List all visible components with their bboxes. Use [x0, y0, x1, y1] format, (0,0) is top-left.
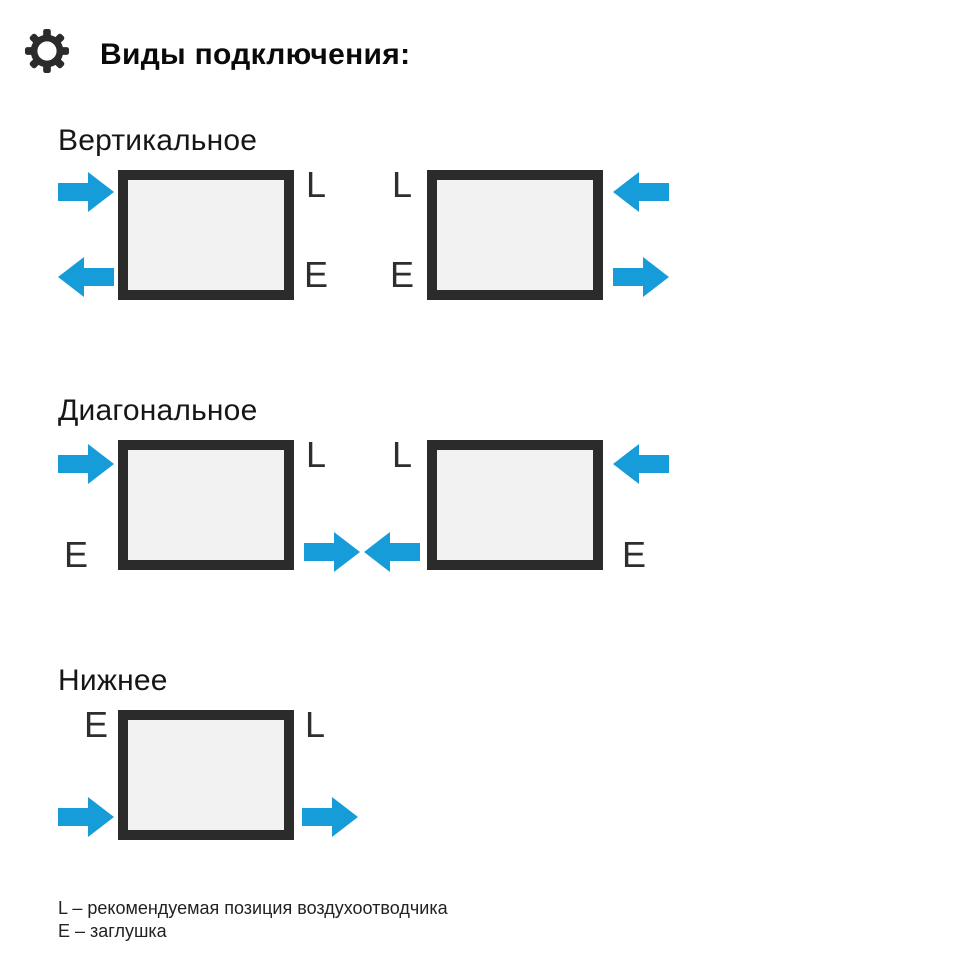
flow-in-arrow-right-icon [58, 172, 114, 212]
plug-label: E [622, 534, 647, 575]
flow-out-arrow-left-icon [58, 257, 114, 297]
air-vent-label: L [392, 164, 413, 205]
radiator-body [118, 170, 294, 300]
flow-in-arrow-right-icon [58, 797, 114, 837]
radiator-body [118, 440, 294, 570]
flow-out-arrow-right-icon [613, 257, 669, 297]
air-vent-label: L [305, 704, 326, 745]
flow-out-arrow-right-icon [304, 532, 360, 572]
section-title-vertical: Вертикальное [58, 124, 258, 157]
plug-label: E [64, 534, 89, 575]
legend-air-vent: L – рекомендуемая позиция воздухоотводчика [58, 898, 448, 918]
radiator-body [427, 170, 603, 300]
plug-label: E [84, 704, 109, 745]
plug-label: E [304, 254, 329, 295]
page-title: Виды подключения: [100, 38, 411, 71]
gear-icon [24, 28, 70, 74]
flow-in-arrow-right-icon [58, 444, 114, 484]
air-vent-label: L [306, 434, 327, 475]
flow-out-arrow-left-icon [364, 532, 420, 572]
radiator-body [118, 710, 294, 840]
flow-in-arrow-left-icon [613, 444, 669, 484]
air-vent-label: L [306, 164, 327, 205]
section-title-diagonal: Диагональное [58, 394, 258, 427]
plug-label: E [390, 254, 415, 295]
air-vent-label: L [392, 434, 413, 475]
radiator-body [427, 440, 603, 570]
flow-out-arrow-right-icon [302, 797, 358, 837]
flow-in-arrow-left-icon [613, 172, 669, 212]
legend-plug: E – заглушка [58, 921, 167, 941]
section-title-bottom: Нижнее [58, 664, 168, 697]
